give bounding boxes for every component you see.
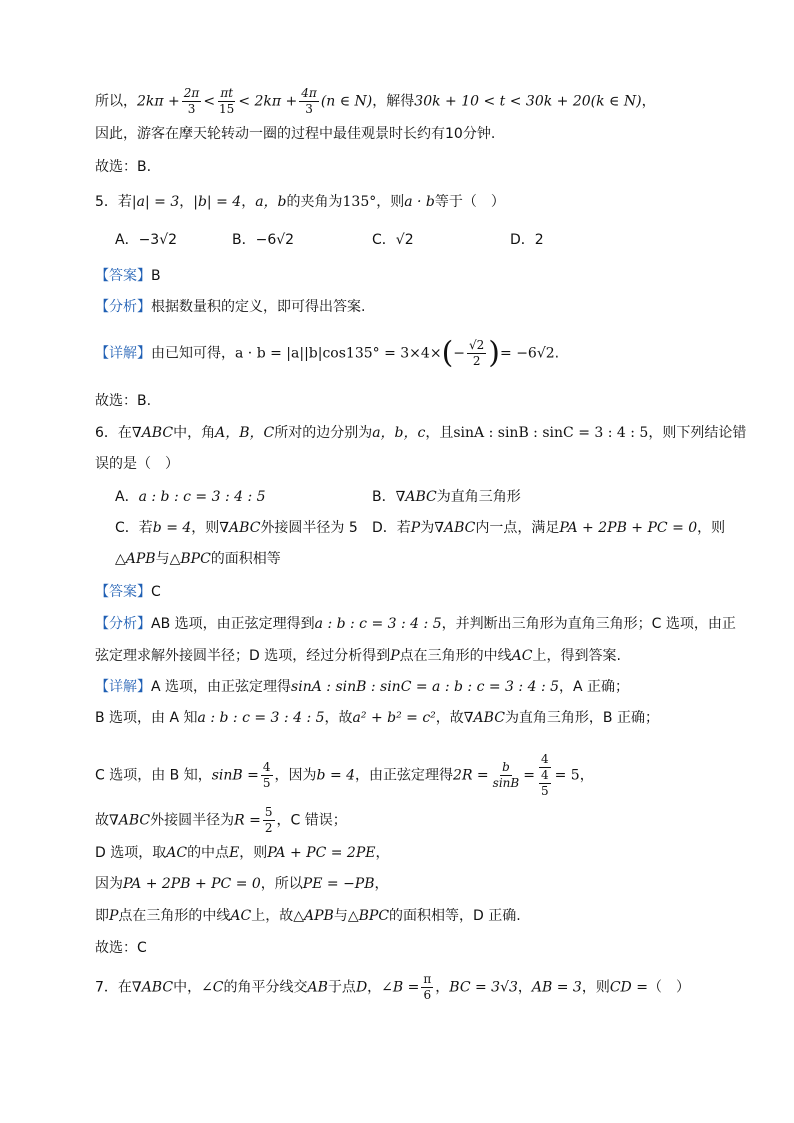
analysis-line: 【分析】AB 选项，由正弦定理得到a : b : c = 3 : 4 : 5，并判断出三角形为直角三角形；C 选项，由正 [95, 616, 736, 632]
detail-tag: 【详解】 [95, 345, 151, 362]
option-a: A．a : b : c = 3 : 4 : 5 [115, 489, 266, 505]
detail-line-d3: 即P点在三角形的中线AC上，故△APB与△BPC的面积相等，D 正确. [95, 908, 521, 924]
option-b: B．∇ABC为直角三角形 [372, 489, 521, 505]
analysis-line: 【分析】根据数量积的定义，即可得出答案. [95, 299, 366, 315]
option-d: D．若P为∇ABC内一点，满足PA + 2PB + PC = 0，则 [372, 520, 726, 536]
option-c: C．√2 [372, 232, 414, 248]
analysis-line-cont: 弦定理求解外接圆半径；D 选项，经过分析得到P点在三角形的中线AC上，得到答案. [95, 648, 621, 664]
question-7: 7．在∇ABC中，∠C的角平分线交AB于点D，∠B = $\frac{\pi}{6}$ ，BC = 3√3，AB = 3，则CD =（ ） [95, 972, 690, 1002]
solution-line-inequality [95, 86, 656, 117]
option-c: C．若b = 4，则∇ABC外接圆半径为 5 [115, 520, 358, 536]
analysis-tag: 【分析】 [95, 616, 151, 632]
detail-line-d: D 选项，取AC的中点E，则PA + PC = 2PE， [95, 845, 390, 861]
option-a: A．−3√2 [115, 232, 178, 248]
fraction: $\frac{2\pi}{3}$ [183, 86, 200, 116]
question-6: 6．在∇ABC中，角A，B，C所对的边分别为a，b，c，且sinA : sinB : sinC = 3 : 4 : 5，则下列结论错 [95, 425, 747, 441]
answer-tag: 【答案】 [95, 268, 151, 284]
detail-line: 【详解】A 选项，由正弦定理得sinA : sinB : sinC = a : b : c = 3 : 4 : 5，A 正确； [95, 679, 630, 695]
math: < [203, 93, 216, 110]
answer-line: 【答案】B [95, 268, 161, 284]
answer-choice-line: 故选：B. [95, 159, 152, 175]
detail-line: 【详解】由已知可得，a · b = |a||b|cos135° = 3×4×(− $\frac{√2}{2}$ )= −6√2. [95, 335, 560, 371]
text: ， [641, 93, 656, 110]
analysis-tag: 【分析】 [95, 299, 151, 315]
math: 2kπ + [137, 93, 180, 110]
option-d: D．2 [510, 232, 544, 248]
text: 所以， [95, 93, 137, 110]
question-5: 5．若|a| = 3，|b| = 4，a，b的夹角为135°，则a · b等于（ ） [95, 194, 505, 210]
answer-tag: 【答案】 [95, 584, 151, 600]
answer-choice-line: 故选：C [95, 940, 147, 956]
question-6-cont: 误的是（ ） [95, 456, 179, 472]
option-d-cont: △APB与△BPC的面积相等 [115, 551, 281, 567]
answer-choice-line: 故选：B. [95, 393, 152, 409]
math: 30k + 10 < t < 30k + 20(k ∈ N) [414, 93, 642, 110]
text: ，解得 [372, 93, 415, 110]
fraction: $\frac{\pi t}{15}$ [219, 86, 235, 116]
detail-tag: 【详解】 [95, 679, 151, 695]
detail-line-b: B 选项，由 A 知a : b : c = 3 : 4 : 5，故a² + b² = c²，故∇ABC为直角三角形，B 正确； [95, 710, 659, 726]
detail-line-d2: 因为PA + 2PB + PC = 0，所以PE = −PB， [95, 876, 389, 892]
fraction: $\frac{4\pi}{3}$ [301, 86, 317, 116]
math: < 2kπ + [238, 93, 298, 110]
answer-line: 【答案】C [95, 584, 161, 600]
detail-line-c2: 故∇ABC外接圆半径为R = $\frac{5}{2}$ ，C 错误； [95, 805, 347, 835]
math: (n ∈ N) [320, 93, 373, 110]
detail-line-c: C 选项，由 B 知，sinB = $\frac{4}{5}$ ，因为b = 4，由正弦定理得2R = $\frac{b}{\sin B}$ = $\frac{4}{\frac{4}{5}}$ = 5， [95, 752, 594, 798]
option-b: B．−6√2 [232, 232, 295, 248]
solution-conclusion: 因此，游客在摩天轮转动一圈的过程中最佳观景时长约有10分钟. [95, 126, 496, 142]
